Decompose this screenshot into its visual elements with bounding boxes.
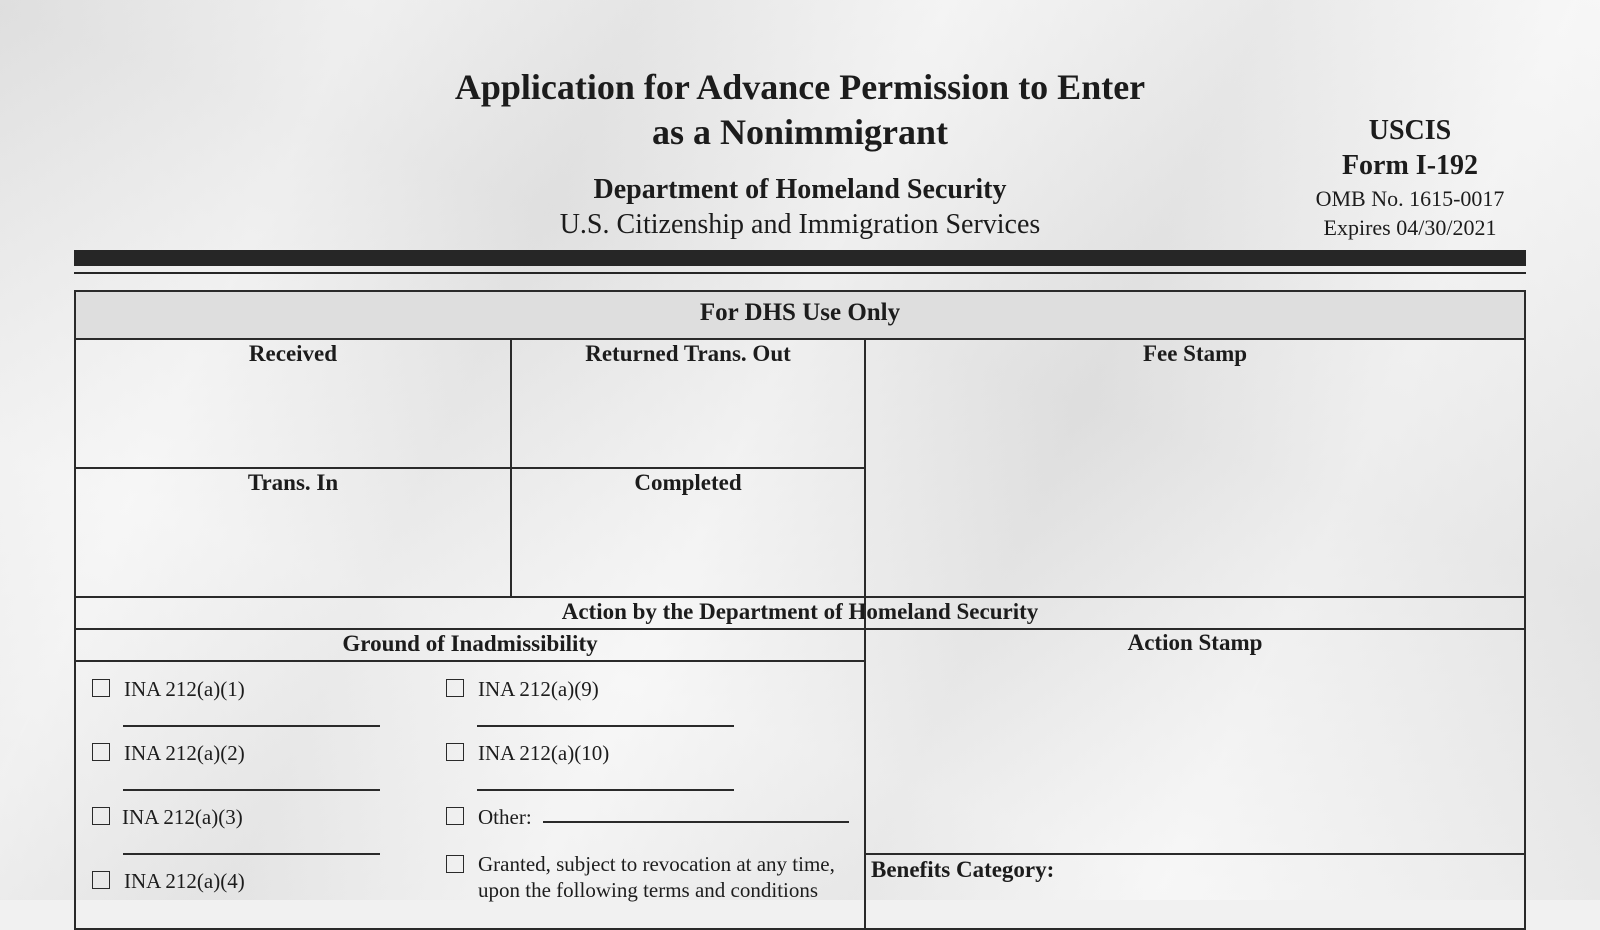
ina-212-a-1-line[interactable] bbox=[123, 725, 380, 727]
ina-212-a-10-label: INA 212(a)(10) bbox=[478, 741, 610, 765]
header-rule-thick bbox=[74, 250, 1526, 266]
ina-212-a-9-label: INA 212(a)(9) bbox=[478, 677, 599, 701]
dhs-use-only-title: For DHS Use Only bbox=[699, 299, 901, 326]
form-number: Form I-192 bbox=[1341, 150, 1479, 181]
ina-212-a-1-checkbox[interactable] bbox=[92, 679, 110, 697]
divider bbox=[74, 660, 866, 662]
form-title-line-2: as a Nonimmigrant bbox=[652, 112, 948, 152]
divider bbox=[864, 853, 1526, 855]
ground-of-inadmissibility-title: Ground of Inadmissibility bbox=[342, 631, 598, 656]
agency-name: U.S. Citizenship and Immigration Services bbox=[559, 209, 1041, 240]
divider bbox=[74, 338, 1526, 340]
ina-212-a-9-line[interactable] bbox=[477, 725, 734, 727]
granted-label-line-1: Granted, subject to revocation at any time, bbox=[478, 852, 835, 876]
action-section-title: Action by the Department of Homeland Security bbox=[561, 599, 1039, 624]
department-name: Department of Homeland Security bbox=[593, 174, 1007, 205]
other-label: Other: bbox=[478, 805, 532, 829]
trans-in-field[interactable]: Trans. In bbox=[247, 470, 339, 495]
agency-acronym: USCIS bbox=[1368, 115, 1452, 146]
fee-stamp-field[interactable]: Fee Stamp bbox=[1142, 341, 1248, 366]
divider bbox=[74, 467, 866, 469]
expiration-date: Expires 04/30/2021 bbox=[1323, 215, 1497, 240]
ina-212-a-4-label: INA 212(a)(4) bbox=[124, 869, 245, 893]
divider bbox=[74, 596, 1526, 598]
ina-212-a-3-checkbox[interactable] bbox=[92, 807, 110, 825]
ina-212-a-9-checkbox[interactable] bbox=[446, 679, 464, 697]
returned-trans-out-field[interactable]: Returned Trans. Out bbox=[585, 341, 791, 366]
ina-212-a-1-label: INA 212(a)(1) bbox=[124, 677, 245, 701]
ina-212-a-4-checkbox[interactable] bbox=[92, 871, 110, 889]
other-checkbox[interactable] bbox=[446, 807, 464, 825]
received-field[interactable]: Received bbox=[248, 341, 338, 366]
ina-212-a-2-checkbox[interactable] bbox=[92, 743, 110, 761]
omb-number: OMB No. 1615-0017 bbox=[1315, 186, 1505, 211]
granted-label-line-2: upon the following terms and conditions bbox=[478, 878, 819, 902]
form-title-line-1: Application for Advance Permission to Enter bbox=[454, 67, 1146, 107]
header-rule-thin bbox=[74, 272, 1526, 274]
ina-212-a-3-line[interactable] bbox=[123, 853, 380, 855]
ina-212-a-2-label: INA 212(a)(2) bbox=[124, 741, 245, 765]
completed-field[interactable]: Completed bbox=[634, 470, 742, 495]
granted-checkbox[interactable] bbox=[446, 855, 464, 873]
benefits-category-label: Benefits Category: bbox=[871, 857, 1055, 882]
action-stamp-field[interactable]: Action Stamp bbox=[1127, 630, 1263, 655]
other-input-line[interactable] bbox=[543, 821, 849, 823]
ina-212-a-3-label: INA 212(a)(3) bbox=[122, 805, 243, 829]
ina-212-a-10-checkbox[interactable] bbox=[446, 743, 464, 761]
ina-212-a-10-line[interactable] bbox=[477, 789, 734, 791]
ina-212-a-2-line[interactable] bbox=[123, 789, 380, 791]
